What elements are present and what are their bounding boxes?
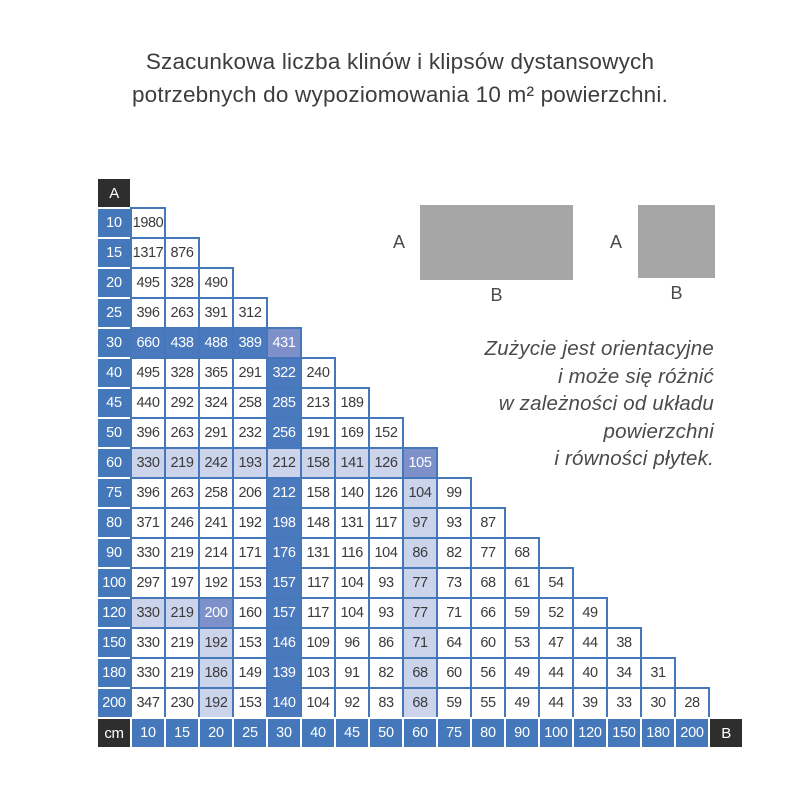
value-cell: 39	[572, 687, 608, 719]
value-cell: 116	[334, 537, 370, 569]
table-row	[98, 659, 744, 689]
value-cell: 68	[470, 567, 506, 599]
value-cell: 146	[266, 627, 302, 659]
value-cell: 263	[164, 477, 200, 509]
row-header-cell: 25	[96, 297, 132, 329]
value-cell: 86	[368, 627, 404, 659]
value-cell: 105	[402, 447, 438, 479]
value-cell: 157	[266, 597, 302, 629]
value-cell: 34	[606, 657, 642, 689]
value-cell: 160	[232, 597, 268, 629]
value-cell: 232	[232, 417, 268, 449]
value-cell: 219	[164, 657, 200, 689]
note-line: i równości płytek.	[554, 447, 714, 470]
table-row	[98, 599, 744, 629]
value-cell: 371	[130, 507, 166, 539]
table-row	[98, 689, 744, 719]
value-cell: 488	[198, 327, 234, 359]
value-cell: 206	[232, 477, 268, 509]
col-header-cell: 150	[606, 717, 642, 749]
value-cell: 140	[334, 477, 370, 509]
value-cell: 55	[470, 687, 506, 719]
row-header-cell: 20	[96, 267, 132, 299]
value-cell: 104	[334, 597, 370, 629]
value-cell: 117	[300, 597, 336, 629]
value-cell: 93	[368, 597, 404, 629]
col-header-cell: 40	[300, 717, 336, 749]
corner-a-box: A	[96, 177, 132, 209]
row-header-cell: 150	[96, 627, 132, 659]
corner-b-box: B	[708, 717, 744, 749]
value-cell: 104	[334, 567, 370, 599]
row-header-cell: 15	[96, 237, 132, 269]
value-cell: 246	[164, 507, 200, 539]
page-title	[0, 45, 800, 111]
note-line: w zależności od układu	[498, 392, 714, 415]
value-cell: 169	[334, 417, 370, 449]
value-cell: 44	[572, 627, 608, 659]
value-cell: 149	[232, 657, 268, 689]
value-cell: 59	[436, 687, 472, 719]
value-cell: 52	[538, 597, 574, 629]
value-cell: 83	[368, 687, 404, 719]
col-header-cell: 20	[198, 717, 234, 749]
col-header-cell: 200	[674, 717, 710, 749]
row-header-cell: 60	[96, 447, 132, 479]
value-cell: 82	[368, 657, 404, 689]
value-cell: 77	[402, 567, 438, 599]
value-cell: 141	[334, 447, 370, 479]
col-header-cell: 90	[504, 717, 540, 749]
value-cell: 192	[198, 687, 234, 719]
row-header-cell: 45	[96, 387, 132, 419]
value-cell: 92	[334, 687, 370, 719]
value-cell: 53	[504, 627, 540, 659]
value-cell: 263	[164, 417, 200, 449]
value-cell: 219	[164, 627, 200, 659]
value-cell: 49	[504, 687, 540, 719]
value-cell: 322	[266, 357, 302, 389]
col-header-cell: 50	[368, 717, 404, 749]
value-cell: 82	[436, 537, 472, 569]
value-cell: 104	[300, 687, 336, 719]
value-cell: 391	[198, 297, 234, 329]
value-cell: 93	[368, 567, 404, 599]
value-cell: 258	[198, 477, 234, 509]
value-cell: 330	[130, 597, 166, 629]
row-header-cell: 200	[96, 687, 132, 719]
value-cell: 213	[300, 387, 336, 419]
value-cell: 230	[164, 687, 200, 719]
value-cell: 139	[266, 657, 302, 689]
value-cell: 660	[130, 327, 166, 359]
side-b-label-square: B	[670, 283, 683, 303]
value-cell: 189	[334, 387, 370, 419]
value-cell: 87	[470, 507, 506, 539]
value-cell: 153	[232, 567, 268, 599]
value-cell: 56	[470, 657, 506, 689]
value-cell: 214	[198, 537, 234, 569]
value-cell: 77	[402, 597, 438, 629]
value-cell: 104	[368, 537, 404, 569]
value-cell: 396	[130, 417, 166, 449]
value-cell: 86	[402, 537, 438, 569]
value-cell: 1317	[130, 237, 166, 269]
row-header-cell: 10	[96, 207, 132, 239]
value-cell: 73	[436, 567, 472, 599]
value-cell: 38	[606, 627, 642, 659]
value-cell: 876	[164, 237, 200, 269]
value-cell: 140	[266, 687, 302, 719]
value-cell: 365	[198, 357, 234, 389]
value-cell: 44	[538, 687, 574, 719]
value-cell: 54	[538, 567, 574, 599]
side-a-label-wide: A	[393, 232, 406, 252]
value-cell: 212	[266, 447, 302, 479]
value-cell: 176	[266, 537, 302, 569]
value-cell: 47	[538, 627, 574, 659]
row-header-cell: 100	[96, 567, 132, 599]
value-cell: 438	[164, 327, 200, 359]
value-cell: 109	[300, 627, 336, 659]
value-cell: 193	[232, 447, 268, 479]
value-cell: 186	[198, 657, 234, 689]
table-row	[98, 629, 744, 659]
value-cell: 192	[198, 567, 234, 599]
value-cell: 200	[198, 597, 234, 629]
value-cell: 330	[130, 627, 166, 659]
value-cell: 347	[130, 687, 166, 719]
col-header-cell: 10	[130, 717, 166, 749]
value-cell: 297	[130, 567, 166, 599]
col-header-cell: 30	[266, 717, 302, 749]
value-cell: 68	[402, 687, 438, 719]
value-cell: 68	[402, 657, 438, 689]
value-cell: 28	[674, 687, 710, 719]
row-header-cell: 50	[96, 417, 132, 449]
page-title-line2: potrzebnych do wypoziomowania 10 m² powierzchni.	[131, 82, 669, 107]
col-header-cell: 45	[334, 717, 370, 749]
value-cell: 285	[266, 387, 302, 419]
value-cell: 440	[130, 387, 166, 419]
value-cell: 40	[572, 657, 608, 689]
col-header-cell: 80	[470, 717, 506, 749]
value-cell: 431	[266, 327, 302, 359]
col-header-cell: 15	[164, 717, 200, 749]
value-cell: 219	[164, 597, 200, 629]
col-header-cell: 25	[232, 717, 268, 749]
value-cell: 93	[436, 507, 472, 539]
value-cell: 30	[640, 687, 676, 719]
value-cell: 61	[504, 567, 540, 599]
side-b-label-wide: B	[490, 285, 503, 305]
value-cell: 66	[470, 597, 506, 629]
value-cell: 68	[504, 537, 540, 569]
value-cell: 158	[300, 447, 336, 479]
value-cell: 256	[266, 417, 302, 449]
value-cell: 171	[232, 537, 268, 569]
table-row	[98, 569, 744, 599]
value-cell: 60	[436, 657, 472, 689]
tile-rect-square	[638, 205, 715, 278]
value-cell: 495	[130, 357, 166, 389]
note-line: powierzchni	[603, 419, 714, 443]
col-header-cell: 180	[640, 717, 676, 749]
value-cell: 64	[436, 627, 472, 659]
value-cell: 96	[334, 627, 370, 659]
value-cell: 60	[470, 627, 506, 659]
value-cell: 158	[300, 477, 336, 509]
corner-cm-box: cm	[96, 717, 132, 749]
value-cell: 291	[198, 417, 234, 449]
value-cell: 153	[232, 687, 268, 719]
value-cell: 324	[198, 387, 234, 419]
value-cell: 192	[232, 507, 268, 539]
value-cell: 241	[198, 507, 234, 539]
value-cell: 330	[130, 657, 166, 689]
value-cell: 97	[402, 507, 438, 539]
value-cell: 31	[640, 657, 676, 689]
value-cell: 148	[300, 507, 336, 539]
value-cell: 59	[504, 597, 540, 629]
table-row	[98, 479, 744, 509]
table-row	[98, 539, 744, 569]
col-header-cell: 120	[572, 717, 608, 749]
tile-rect-wide	[420, 205, 573, 280]
row-header-cell: 180	[96, 657, 132, 689]
value-cell: 490	[198, 267, 234, 299]
value-cell: 157	[266, 567, 302, 599]
side-a-label-square: A	[610, 232, 623, 252]
value-cell: 328	[164, 357, 200, 389]
value-cell: 77	[470, 537, 506, 569]
value-cell: 328	[164, 267, 200, 299]
row-header-cell: 80	[96, 507, 132, 539]
value-cell: 1980	[130, 207, 166, 239]
value-cell: 126	[368, 447, 404, 479]
value-cell: 91	[334, 657, 370, 689]
value-cell: 242	[198, 447, 234, 479]
value-cell: 103	[300, 657, 336, 689]
value-cell: 117	[300, 567, 336, 599]
note-line: i może się różnić	[557, 364, 714, 388]
value-cell: 153	[232, 627, 268, 659]
value-cell: 104	[402, 477, 438, 509]
row-header-cell: 40	[96, 357, 132, 389]
value-cell: 396	[130, 297, 166, 329]
value-cell: 49	[504, 657, 540, 689]
row-header-cell: 120	[96, 597, 132, 629]
value-cell: 71	[402, 627, 438, 659]
row-header-cell: 90	[96, 537, 132, 569]
value-cell: 292	[164, 387, 200, 419]
value-cell: 495	[130, 267, 166, 299]
value-cell: 197	[164, 567, 200, 599]
value-cell: 212	[266, 477, 302, 509]
row-header-cell: 75	[96, 477, 132, 509]
value-cell: 263	[164, 297, 200, 329]
value-cell: 126	[368, 477, 404, 509]
value-cell: 389	[232, 327, 268, 359]
value-cell: 131	[334, 507, 370, 539]
value-cell: 396	[130, 477, 166, 509]
value-cell: 44	[538, 657, 574, 689]
value-cell: 117	[368, 507, 404, 539]
value-cell: 219	[164, 447, 200, 479]
value-cell: 192	[198, 627, 234, 659]
value-cell: 312	[232, 297, 268, 329]
col-header-cell: 60	[402, 717, 438, 749]
value-cell: 330	[130, 537, 166, 569]
col-header-cell: 75	[436, 717, 472, 749]
note-line: Zużycie jest orientacyjne	[484, 337, 714, 360]
value-cell: 191	[300, 417, 336, 449]
value-cell: 33	[606, 687, 642, 719]
table-footer-row	[98, 719, 744, 749]
value-cell: 49	[572, 597, 608, 629]
col-header-cell: 100	[538, 717, 574, 749]
disclaimer-note	[294, 335, 714, 473]
table-row	[98, 509, 744, 539]
value-cell: 198	[266, 507, 302, 539]
row-header-cell: 30	[96, 327, 132, 359]
value-cell: 131	[300, 537, 336, 569]
value-cell: 240	[300, 357, 336, 389]
value-cell: 71	[436, 597, 472, 629]
page-title-line1: Szacunkowa liczba klinów i klipsów dystansowych	[145, 49, 655, 74]
value-cell: 258	[232, 387, 268, 419]
value-cell: 330	[130, 447, 166, 479]
value-cell: 152	[368, 417, 404, 449]
value-cell: 99	[436, 477, 472, 509]
value-cell: 219	[164, 537, 200, 569]
value-cell: 291	[232, 357, 268, 389]
